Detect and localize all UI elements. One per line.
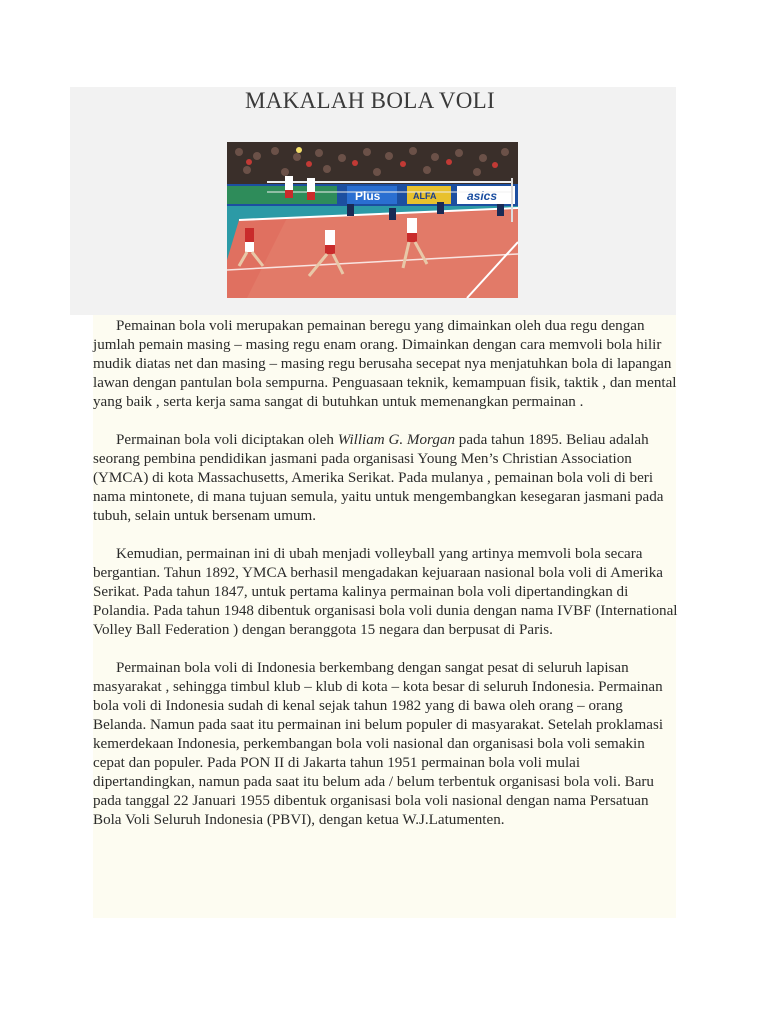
paragraph-4: Permainan bola voli di Indonesia berkembang dengan sangat pesat di seluruh lapisan masyarakat , sehingga timbul klub – klub di kota – kota besar di seluruh Indonesia. Permainan bola voli di Indonesia sudah di kenal sejak tahun 1982 yang di bawa oleh orang – orang Belanda. Namun pada saat itu permainan ini belum populer di masyarakat. Setelah proklamasi kemerdekaan Indonesia, perkembangan bola voli nasional dan organisasi bola voli semakin cepat dan populer. Pada PON II di Jakarta tahun 1951 permainan bola voli mulai dipertandingkan, namun pada saat itu belum ada / belum terbentuk organisasi bola voli. Baru pada tanggal 22 Januari 1955 dibentuk organisasi bola voli nasional dengan nama Persatuan Bola Voli Seluruh Indonesia (PBVI), dengan ketua W.J.Latumenten. (93, 660, 664, 828)
author-name: William G. Morgan (337, 432, 455, 448)
banner-alfa: ALFA (413, 191, 437, 201)
paragraph-2 (93, 431, 678, 526)
banner-plus: Plus (355, 189, 381, 203)
paragraph-1: Pemainan bola voli merupakan pemainan beregu yang dimainkan oleh dua regu dengan jumlah pemain masing – masing regu enam orang. Dimainkan dengan cara memvoli bola hilir mudik diatas net dan masing – masing regu berusaha secepat nya menjatuhkan bola di lapangan lawan dengan pantulan bola sempurna. Penguasaan teknik, kemampuan fisik, taktik , dan mental yang baik , serta kerja sama sangat di butuhkan untuk memenangkan permainan . (93, 318, 677, 410)
volleyball-match-photo (227, 142, 518, 298)
banner-asics: asics (467, 189, 498, 203)
document-body (93, 317, 678, 849)
document-title: MAKALAH BOLA VOLI (244, 88, 495, 113)
paragraph-2-start: Permainan bola voli diciptakan oleh (116, 432, 338, 448)
paragraph-3: Kemudian, permainan ini di ubah menjadi volleyball yang artinya memvoli bola secara bergantian. Tahun 1892, YMCA berhasil mengadakan kejuaraan nasional bola voli di Amerika Serikat. Pada tahun 1847, untuk pertama kalinya permainan bola voli dipertandingkan di Polandia. Pada tahun 1948 dibentuk organisasi bola voli dunia dengan nama IVBF (International Volley Ball Federation ) dengan beranggota 15 negara dan berpusat di Paris. (93, 546, 678, 638)
paragraph-2-end: pada tahun 1895. Beliau adalah seorang pembina pendidikan jasmani pada organisasi Young Men’s Christian Association (YMCA) di kota Massachusetts, Amerika Serikat. Pada mulanya , pemainan bola voli di beri nama mintonete, di mana tujuan semula, yaitu untuk mengembangkan kesegaran jasmani pada tubuh, selain untuk bersenam umum. (93, 432, 664, 524)
